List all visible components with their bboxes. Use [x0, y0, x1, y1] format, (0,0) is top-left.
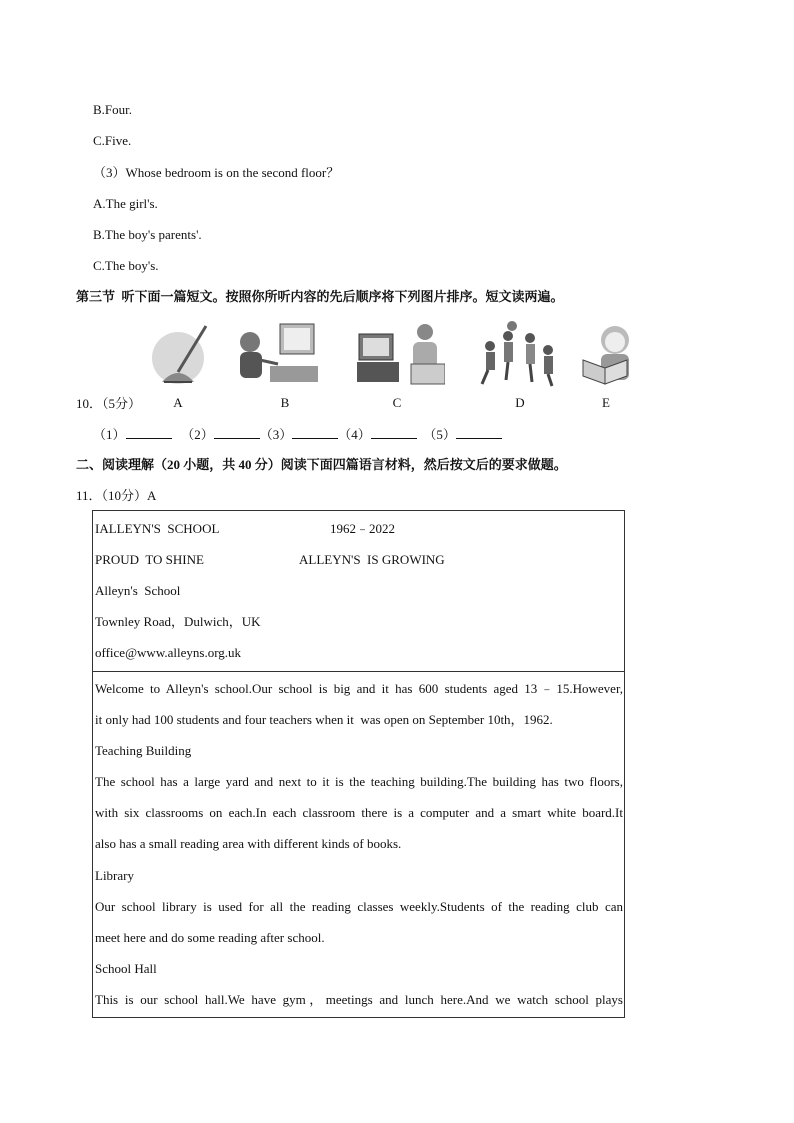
- section-heading: 第三节 听下面一篇短文。按照你所听内容的先后顺序将下列图片排序。短文读两遍。: [76, 289, 564, 304]
- paragraph-welcome-line: Welcome to Alleyn's school.Our school is big and it has 600 students aged 13﹣15.However,: [95, 681, 623, 696]
- blank-label-5: （5）: [423, 427, 456, 442]
- boy-computer-icon: [230, 320, 320, 390]
- blank-3[interactable]: [292, 426, 338, 439]
- blank-label-1: （1）: [93, 427, 126, 442]
- blank-1[interactable]: [126, 426, 172, 439]
- option-a: A.The girl's.: [93, 196, 158, 211]
- school-years: 1962﹣2022: [330, 521, 396, 536]
- paragraph-library-line: Our school library is used for all the reading classes weekly.Students of the reading club can: [95, 899, 623, 914]
- blank-4[interactable]: [371, 426, 417, 439]
- paragraph-hall-line: This is our school hall.We have gym，meetings and lunch here.And we watch school plays: [95, 992, 623, 1007]
- reading-passage-box: [92, 510, 625, 1018]
- growing-banner: ALLEYN'S IS GROWING: [299, 552, 445, 567]
- girl-reading-icon: [575, 320, 665, 390]
- heading-library: Library: [95, 868, 134, 883]
- question-11-number: 11．（10分）A: [76, 488, 157, 503]
- address-road: Townley Road，Dulwich，UK: [95, 614, 261, 629]
- heading-school-hall: School Hall: [95, 961, 157, 976]
- picture-label-b: B: [280, 395, 290, 410]
- option-c: C.Five.: [93, 133, 132, 148]
- option-c: C.The boy's.: [93, 258, 159, 273]
- option-b: B.Four.: [93, 102, 133, 117]
- picture-label-a: A: [173, 395, 183, 410]
- school-name: IALLEYN'S SCHOOL: [95, 521, 220, 536]
- picture-label-e: E: [602, 395, 610, 410]
- picture-label-d: D: [515, 395, 525, 410]
- option-b: B.The boy's parents'.: [93, 227, 202, 242]
- woman-tv-icon: [355, 320, 445, 390]
- broom-icon: [140, 320, 230, 390]
- paragraph-welcome-line: it only had 100 students and four teachers when it was open on September 10th，1962.: [95, 712, 553, 727]
- picture-label-c: C: [392, 395, 402, 410]
- email: office@www.alleyns.org.uk: [95, 645, 242, 660]
- slogan: PROUD TO SHINE: [95, 552, 204, 567]
- sub-question-3: （3）Whose bedroom is on the second floor？: [93, 165, 340, 180]
- paragraph-teaching-line: with six classrooms on each.In each classroom there is a computer and a smart white board.It: [95, 805, 623, 820]
- blank-5[interactable]: [456, 426, 502, 439]
- blank-2[interactable]: [214, 426, 260, 439]
- answer-blanks: [93, 426, 502, 443]
- question-10-number: 10．（5分）: [76, 396, 142, 411]
- blank-label-2: （2）: [181, 427, 214, 442]
- paragraph-teaching-line: The school has a large yard and next to it is the teaching building.The building has two floors,: [95, 774, 623, 789]
- basketball-icon: [470, 320, 560, 390]
- paragraph-teaching-line: also has a small reading area with different kinds of books.: [95, 836, 402, 851]
- blank-label-4: （4）: [338, 427, 371, 442]
- address-name: Alleyn's School: [95, 583, 181, 598]
- blank-label-3: （3）: [259, 427, 293, 442]
- paragraph-library-line: meet here and do some reading after school.: [95, 930, 325, 945]
- heading-teaching-building: Teaching Building: [95, 743, 192, 758]
- divider: [93, 671, 624, 672]
- part-heading: 二、阅读理解（20 小题，共 40 分）阅读下面四篇语言材料，然后按文后的要求做题。: [76, 457, 567, 472]
